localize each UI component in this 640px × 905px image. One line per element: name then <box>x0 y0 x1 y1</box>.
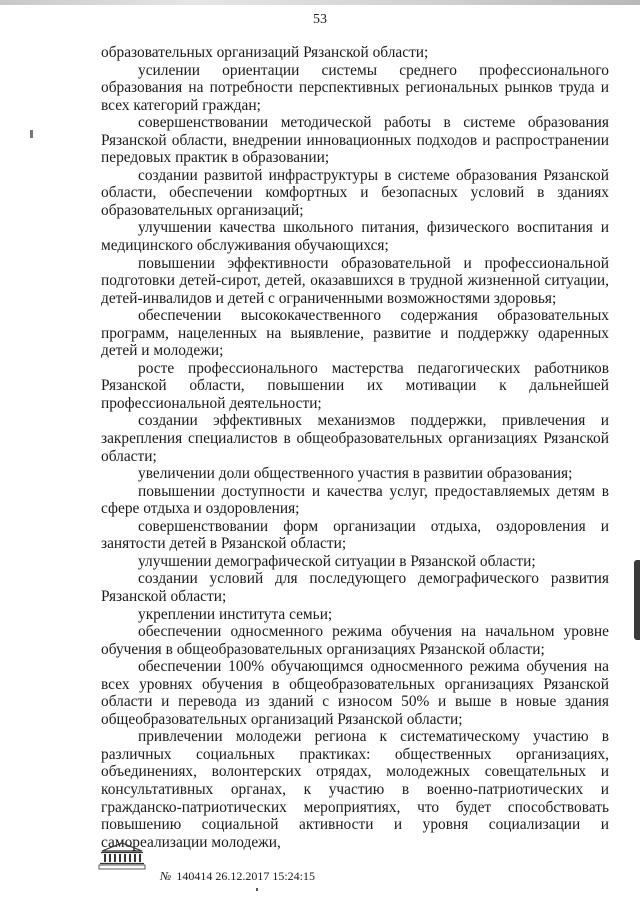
page-number: 53 <box>313 12 327 27</box>
paragraph: улучшении качества школьного питания, физического воспитания и медицинского обслуживания обучающихся; <box>101 219 609 255</box>
number-sign: № <box>160 869 172 883</box>
paragraph: создании условий для последующего демографического развития Рязанской области; <box>101 570 609 605</box>
paragraph: обеспечении односменного режима обучения на начальном уровне обучения в общеобразовательных организациях Рязанской области; <box>101 623 609 658</box>
scan-artifact-left <box>30 130 33 138</box>
paragraph: росте профессионального мастерства педагогических работников Рязанской области, повышении их мотивации к дальнейшей профессиональной деятельности; <box>101 359 609 412</box>
paragraph: обеспечении 100% обучающимся односменного режима обучения на всех уровнях обучения в общеобразовательных организациях Рязанской области и перевода из зданий с износом 50% и выше в новые здания общеобразовательных организаций Рязанской области; <box>101 658 609 728</box>
paragraph: улучшении демографической ситуации в Рязанской области; <box>138 552 536 570</box>
paragraph: увеличении доли общественного участия в развитии образования; <box>138 465 573 483</box>
scan-edge-mark-right <box>634 560 640 640</box>
paragraph: повышении доступности и качества услуг, предоставляемых детям в сфере отдыха и оздоровления; <box>101 482 609 518</box>
paragraph: создании развитой инфраструктуры в системе образования Рязанской области, обеспечении комфортных и безопасных условий в зданиях образовательных организаций; <box>101 166 609 219</box>
paragraph: усилении ориентации системы среднего профессионального образования на потребности перспективных региональных рынков труда и всех категорий граждан; <box>101 61 609 114</box>
paragraph: укреплении института семьи; <box>138 605 333 623</box>
document-footer <box>98 842 518 882</box>
document-registration-id <box>160 869 315 884</box>
paragraph: совершенствовании методической работы в системе образования Рязанской области, внедрении инновационных подходов и распространении передовых практик в образовании; <box>101 114 609 167</box>
government-building-logo-icon <box>98 842 146 870</box>
scan-artifact-bottom <box>256 888 258 891</box>
paragraph: повышении эффективности образовательной и профессиональной подготовки детей-сирот, детей, оказавшихся в трудной жизненной ситуации, детей-инвалидов и детей с ограниченными возможностями здоровья; <box>101 254 609 307</box>
scan-edge-top <box>0 0 640 5</box>
paragraph: образовательных организаций Рязанской области; <box>101 44 429 61</box>
document-body <box>101 44 609 851</box>
paragraph: обеспечении высококачественного содержания образовательных программ, нацеленных на выявление, развитие и поддержку одаренных детей и молодежи; <box>101 307 609 360</box>
paragraph: создании эффективных механизмов поддержки, привлечения и закрепления специалистов в общеобразовательных организациях Рязанской области; <box>101 412 609 465</box>
registration-number-timestamp: 140414 26.12.2017 15:24:15 <box>176 869 315 883</box>
paragraph: привлечении молодежи региона к систематическому участию в различных социальных практиках: общественных организациях, объединениях, волонтерских отрядах, молодежных совещательных и консультативных органах, к участию в военно-патриотических и гражданско-патриотических мероприятиях, что будет способствовать повышению социальной активности и уровня социализации и самореализации молодежи, <box>101 728 609 851</box>
paragraph: совершенствовании форм организации отдыха, оздоровления и занятости детей в Рязанской области; <box>101 517 609 553</box>
